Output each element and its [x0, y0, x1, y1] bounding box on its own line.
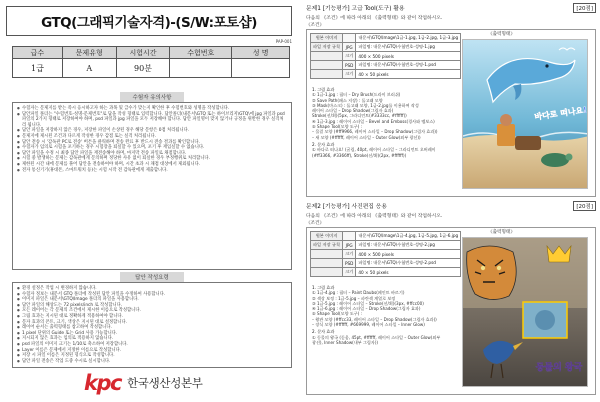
exam-info-value-row — [13, 59, 290, 78]
step-line: ⑤ Shape Tool(모양 도구) : — [312, 311, 363, 317]
spec-row — [311, 34, 461, 43]
step-heading: 1. 그림 효과 — [312, 285, 335, 290]
spec-value: 파일명: 내문서\GTQ\수험번호-성명-1.jpg — [356, 43, 461, 52]
dolphin-beach-artwork — [463, 40, 588, 189]
kpc-logo: kpc — [84, 371, 121, 395]
problem-1-output-image — [462, 39, 588, 189]
col-level: 급수 — [13, 47, 63, 59]
spec-group — [311, 61, 343, 70]
value-type: A — [62, 59, 116, 78]
spec-kind: PSD — [342, 259, 355, 268]
spec-kind: 크기 — [342, 70, 355, 79]
notice-item: ● 문제지에 제시된 조건과 다르게 작성한 경우 감점 또는 실격 처리됩니다. — [17, 134, 287, 140]
notice-item: ● 시험 중 발생하는 문제는 감독관에게 문의하며 정당한 사유 없이 퇴실한 경우 부정행위로 처리합니다. — [17, 156, 287, 162]
spec-value: 40 × 50 pixels — [356, 268, 461, 277]
exam-title-box — [6, 6, 292, 36]
spec-value: 400 × 500 pixels — [356, 250, 461, 259]
value-name — [232, 59, 290, 78]
problem-1-steps — [312, 85, 462, 158]
spec-row — [311, 250, 461, 259]
spec-row — [311, 70, 461, 79]
organization-name: 한국생산성본부 — [126, 376, 203, 390]
answer-guide-item: ● psd 파일의 이미지 크기는 1/10로 축소하여 저장합니다. — [17, 342, 287, 348]
notice-item: ● 답안파일 폴더는 "수험번호-성명-문제번호"로 답을 작성 형태로 입력합니다. 답안폴더(내문서\GTQ 또는 하이브리지\GTQ\에 jpg 파일과 psd 파일의 2가지 형태로 저장하여야 하며, psd 파일과 jpg 파일을 모두 저장해야 합니다. 답안 파일명이 맞지 않거나 규정을 위반한 경우 실격처리 됩니다. — [17, 112, 287, 129]
notice-item: ● 수험자는 문제지를 받는 즉시 응시하고자 하는 과목 및 급수가 맞는지 확인한 후 수험번호와 성명을 작성합니다. — [17, 106, 287, 112]
spec-value: 40 × 50 pixels — [356, 70, 461, 79]
value-time: 90분 — [116, 59, 170, 78]
step-line: – 왕관 모양 (#ffcc33, 레이어 스타일 – Drop Shadow(그림자 효과)) — [312, 316, 437, 322]
problem-1-score: [20점] — [573, 3, 596, 13]
spec-group — [311, 70, 343, 79]
problem-2-instruction: 다음의 《조건》에 따라 아래의 《출력형태》와 같이 작업하시오. — [306, 214, 443, 219]
problem-page — [300, 0, 600, 402]
step-line: ② 색상 보정 : 1급-5.jpg – 파란색 계열로 보정 — [312, 295, 396, 301]
spec-group: 원본 이미지 — [311, 34, 343, 43]
spec-group — [311, 250, 343, 259]
spec-group: 파일 저장 규칙 — [311, 241, 343, 250]
problem-1-art-text: 바다로 떠나요! — [533, 105, 588, 122]
notice-box — [12, 102, 292, 270]
notice-heading: 수험자 유의사항 — [120, 92, 184, 102]
paper-code: PAP-001 — [275, 39, 292, 44]
value-examinee-no — [170, 59, 232, 78]
exam-title: GTQ(그래픽기술자격)-(S/W:포토샵) — [41, 15, 257, 31]
spec-kind: 크기 — [342, 52, 355, 61]
problem-2-conditions-label: 《조건》 — [306, 221, 325, 226]
step-line: – 장식 모양 (#ffffff, #669999, 레이어 스타일 – Inner Glow) — [312, 322, 425, 328]
step-heading: 2. 문자 효과 — [312, 141, 335, 147]
answer-guide-box — [12, 282, 292, 368]
step-line: ⑤ Shape Tool(모양 도구) : — [312, 124, 363, 130]
answer-guide-item: ● 수험자 정보는 내문서 GTQ 폴더에 작성된 답안 파일을 수정하여 사용합니다. — [17, 292, 287, 298]
notice-item: ● 수험자가 임의로 시험을 포기하는 경우 시험장을 퇴실할 수 있으며, 포기 후 재입실할 수 없습니다. — [17, 145, 287, 151]
value-level: 1급 — [13, 59, 63, 78]
problem-2-art-text: 동물의 왕국 — [535, 363, 583, 373]
step-line: (#ff3366, #3366ff), Stroke(선/획)(2px, #ffffff)) — [312, 152, 407, 158]
step-line: ② Save Path(패스 저장) : 돌고래 모양 — [312, 97, 383, 103]
step-line: 레이어 스타일 – Drop Shadow(그림자 효과) — [312, 108, 394, 114]
problem-1-spec-table — [310, 33, 461, 79]
spec-value: 내문서\GTQ\Image\1급-4.jpg, 1급-5.jpg, 1급-6.jpg — [356, 232, 461, 241]
col-type: 문제유형 — [62, 47, 116, 59]
step-line: ④ 1급-3.jpg : 레이어 스타일 – Bevel and Emboss(경사와 엠보스) — [312, 118, 435, 124]
tiger-bird-artwork — [463, 238, 588, 387]
answer-guide-item: ● 문자 효과의 폰트, 크기, 색상은 지시된 대로 설정합니다. — [17, 320, 287, 326]
step-line: ③ 1급-5.jpg : 레이어 스타일 – Stroke(선/획)(3px, #ffcc00) — [312, 300, 424, 306]
notice-item: ● 전자 통신기기(휴대폰, 스마트워치 등)는 시험 시작 전 감독관에게 제출합니다. — [17, 168, 287, 174]
spec-value: 파일명: 내문서\GTQ\수험번호-성명-2.jpg — [356, 241, 461, 250]
exam-info-header-row — [13, 47, 290, 59]
notice-item: ● 제한된 시간 내에 문제를 풀어 답안을 전송하여야 하며, 시간 초과 시 채점 대상에서 제외됩니다. — [17, 162, 287, 168]
step-heading: 2. 문자 효과 — [312, 329, 335, 335]
answer-guide-item: ● 답안 파일의 해상도는 72 pixels/inch 로 작성합니다. — [17, 303, 287, 309]
answer-guide-item: ● 모든 레이어는 각 문제의 조건에서 제시한 이름으로 작성합니다. — [17, 308, 287, 314]
answer-guide-item: ● 이미지 파일은 내문서\GTQ\Image 폴더의 파일을 사용합니다. — [17, 297, 287, 303]
step-line: ① 바다로 떠나요! (굴림, 40pt, 레이어 스타일 – 그라디언트 오버레이 — [312, 147, 436, 153]
spec-kind: 크기 — [342, 268, 355, 277]
answer-guide-list — [17, 286, 287, 364]
step-line: ① 동물의 왕국 (돋움, 45pt, #ffffff, 레이어 스타일 – Outer Glow(외부 — [312, 334, 441, 340]
notice-item: ● 답안 전송 시 '감독관 PC로 전송' 버튼을 클릭하며 전송 완료 후 반드시 전송 결과를 확인합니다. — [17, 140, 287, 146]
problem-2-output-label: 《출력형태》 — [488, 230, 515, 235]
answer-guide-item: ● 1 pixel 단위의 Guide 또는 Grid 사용 가능합니다. — [17, 331, 287, 337]
problem-1-output-label: 《출력형태》 — [488, 32, 515, 37]
spec-kind — [342, 34, 355, 43]
step-line: 광선), Inner Shadow(내부 그림자)) — [312, 339, 379, 345]
step-heading: 1. 그림 효과 — [312, 87, 335, 92]
step-line: ③ Mask(마스크) : 돌고래 모양, 1급-2.jpg를 이용하여 작성 — [312, 102, 419, 108]
step-line: – 물결 모양 (#ff9966, 레이어 스타일 – Drop Shadow(그림자 효과)) — [312, 129, 438, 135]
spec-row — [311, 43, 461, 52]
answer-guide-item: ● 환경 설정은 작업 시 변경하지 않습니다. — [17, 286, 287, 292]
spec-kind: PSD — [342, 61, 355, 70]
answer-guide-item: ● 그림 효과는 지시된 대로 정확하게 적용하여야 합니다. — [17, 314, 287, 320]
spec-group: 원본 이미지 — [311, 232, 343, 241]
spec-kind: 크기 — [342, 250, 355, 259]
problem-2-steps — [312, 283, 462, 345]
spec-row — [311, 52, 461, 61]
organization-footer — [84, 372, 203, 394]
spec-group — [311, 259, 343, 268]
problem-2 — [306, 201, 596, 398]
problem-2-output-image — [462, 237, 588, 387]
step-line: ④ 1급-6.jpg : 레이어 스타일 – Drop Shadow(그림자 효과) — [312, 306, 421, 312]
step-line: ① 1급-4.jpg : 필터 – Paint Daubs(페인트 바르기) — [312, 290, 405, 296]
problem-2-score: [20점] — [573, 201, 596, 211]
spec-row — [311, 241, 461, 250]
problem-1-conditions-label: 《조건》 — [306, 23, 325, 28]
spec-row — [311, 259, 461, 268]
answer-guide-item: ● 레이어 순서는 출력형태를 참고하여 작성합니다. — [17, 325, 287, 331]
spec-row — [311, 61, 461, 70]
problem-1-title: 문제1 [기능평가] 고급 Tool(도구) 활용 — [306, 6, 405, 12]
spec-kind: JPG — [342, 43, 355, 52]
col-time: 시험시간 — [116, 47, 170, 59]
spec-row — [311, 232, 461, 241]
problem-2-spec-table — [310, 231, 461, 277]
exam-cover-page — [4, 4, 296, 398]
spec-row — [311, 268, 461, 277]
answer-guide-heading: 답안 작성요령 — [120, 272, 184, 282]
answer-guide-item: ● 답안 파일 전송은 작업 도중 수시로 실시합니다. — [17, 359, 287, 365]
notice-item: ● 답안 파일을 수정 시 최종 답안 파일을 재전송해야 하며, 마지막 전송 파일로 채점합니다. — [17, 151, 287, 157]
spec-kind: JPG — [342, 241, 355, 250]
answer-guide-item: ● 저장 시 파일 이름은 지정된 형식으로 작성합니다. — [17, 353, 287, 359]
spec-group — [311, 52, 343, 61]
notice-list — [17, 106, 287, 173]
answer-guide-item: ● Layer 이름은 문제에서 지정한 이름으로 작성합니다. — [17, 348, 287, 354]
problem-1-instruction: 다음의 《조건》에 따라 아래의 《출력형태》와 같이 작업하시오. — [306, 16, 443, 21]
problem-1 — [306, 3, 596, 198]
step-line: – 새 모양 (#ffffff, 레이어 스타일 – Outer Glow(외부 광선)) — [312, 134, 421, 140]
step-line: Stroke(선/획)(5px, 그라디언트(#3333cc, #ffffff)) — [312, 113, 407, 119]
spec-kind — [342, 232, 355, 241]
problem-2-title: 문제2 [기능평가] 사진편집 응용 — [306, 204, 387, 210]
step-line: ① 1급-1.jpg : 필터 – Dry Brush(드라이 브러쉬) — [312, 92, 401, 98]
spec-value: 파일명: 내문서\GTQ\수험번호-성명-1.psd — [356, 61, 461, 70]
exam-info-table — [12, 46, 290, 78]
col-name: 성 명 — [232, 47, 290, 59]
notice-item: ● 답안 파일을 저장하지 않은 경우, 저장한 파일이 손상된 경우 해당 문항은 0점 처리됩니다. — [17, 128, 287, 134]
spec-value: 파일명: 내문서\GTQ\수험번호-성명-2.psd — [356, 259, 461, 268]
spec-group — [311, 268, 343, 277]
spec-group: 파일 저장 규칙 — [311, 43, 343, 52]
answer-guide-item: ● 지시되지 않은 효과는 임의로 적용하지 않습니다. — [17, 336, 287, 342]
col-examinee-no: 수험번호 — [170, 47, 232, 59]
spec-value: 400 × 500 pixels — [356, 52, 461, 61]
spec-value: 내문서\GTQ\Image\1급-1.jpg, 1급-2.jpg, 1급-3.jpg — [356, 34, 461, 43]
